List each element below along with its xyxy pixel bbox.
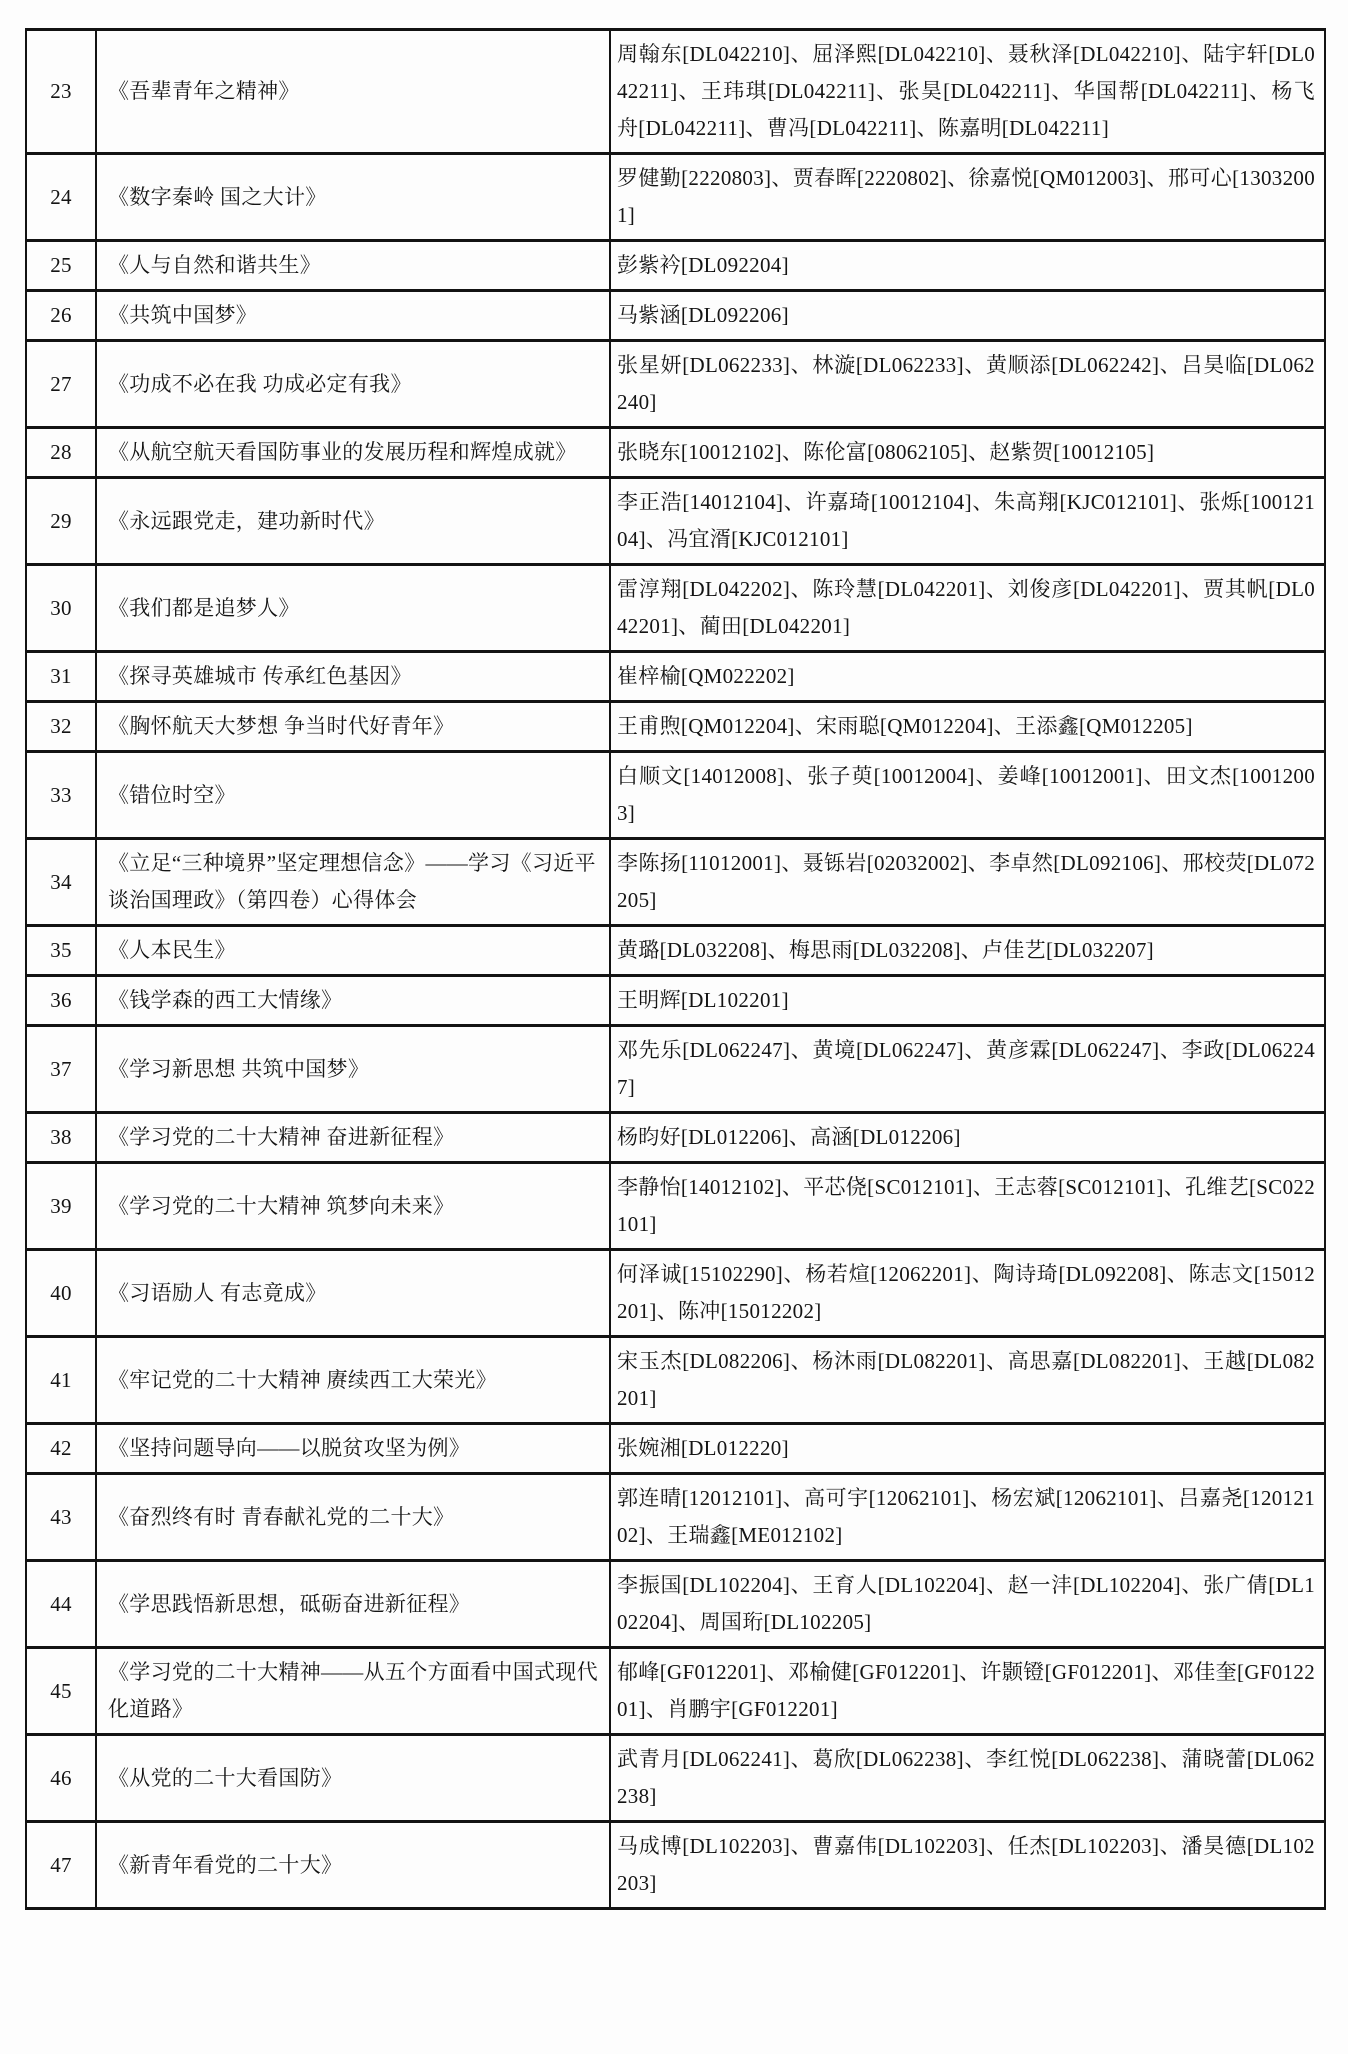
member-list: 郁峰[GF012201]、邓榆健[GF012201]、许颢镫[GF012201]、邓佳奎[GF012201]、肖鹏宇[GF012201] bbox=[610, 1648, 1325, 1735]
table-row bbox=[26, 1424, 1325, 1474]
member-list: 罗健勤[2220803]、贾春晖[2220802]、徐嘉悦[QM012003]、邢可心[13032001] bbox=[610, 154, 1325, 241]
table-row bbox=[26, 652, 1325, 702]
row-number: 33 bbox=[26, 752, 96, 839]
member-list: 黄璐[DL032208]、梅思雨[DL032208]、卢佳艺[DL032207] bbox=[610, 926, 1325, 976]
table-row bbox=[26, 478, 1325, 565]
work-title: 《学习新思想 共筑中国梦》 bbox=[96, 1026, 610, 1113]
work-title: 《学习党的二十大精神 筑梦向未来》 bbox=[96, 1163, 610, 1250]
member-list: 王明辉[DL102201] bbox=[610, 976, 1325, 1026]
row-number: 28 bbox=[26, 428, 96, 478]
work-title: 《学思践悟新思想，砥砺奋进新征程》 bbox=[96, 1561, 610, 1648]
member-list: 彭紫衿[DL092204] bbox=[610, 241, 1325, 291]
member-list: 李振国[DL102204]、王育人[DL102204]、赵一沣[DL102204]、张广倩[DL102204]、周国珩[DL102205] bbox=[610, 1561, 1325, 1648]
row-number: 26 bbox=[26, 291, 96, 341]
member-list: 张星妍[DL062233]、林漩[DL062233]、黄顺添[DL062242]、吕昊临[DL062240] bbox=[610, 341, 1325, 428]
work-title: 《牢记党的二十大精神 赓续西工大荣光》 bbox=[96, 1337, 610, 1424]
work-title: 《奋烈终有时 青春献礼党的二十大》 bbox=[96, 1474, 610, 1561]
row-number: 38 bbox=[26, 1113, 96, 1163]
row-number: 44 bbox=[26, 1561, 96, 1648]
row-number: 24 bbox=[26, 154, 96, 241]
table-row bbox=[26, 1648, 1325, 1735]
table-row bbox=[26, 1337, 1325, 1424]
member-list: 郭连晴[12012101]、高可宇[12062101]、杨宏斌[12062101]、吕嘉尧[12012102]、王瑞鑫[ME012102] bbox=[610, 1474, 1325, 1561]
work-title: 《功成不必在我 功成必定有我》 bbox=[96, 341, 610, 428]
member-list: 王甫煦[QM012204]、宋雨聪[QM012204]、王添鑫[QM012205] bbox=[610, 702, 1325, 752]
row-number: 27 bbox=[26, 341, 96, 428]
table-row bbox=[26, 30, 1325, 154]
table-row bbox=[26, 839, 1325, 926]
work-title: 《立足“三种境界”坚定理想信念》——学习《习近平谈治国理政》（第四卷）心得体会 bbox=[96, 839, 610, 926]
row-number: 30 bbox=[26, 565, 96, 652]
table-row bbox=[26, 291, 1325, 341]
work-title: 《习语励人 有志竟成》 bbox=[96, 1250, 610, 1337]
table-row bbox=[26, 241, 1325, 291]
table-row bbox=[26, 565, 1325, 652]
row-number: 39 bbox=[26, 1163, 96, 1250]
table-row bbox=[26, 154, 1325, 241]
work-title: 《我们都是追梦人》 bbox=[96, 565, 610, 652]
member-list: 杨昀好[DL012206]、高涵[DL012206] bbox=[610, 1113, 1325, 1163]
work-title: 《坚持问题导向——以脱贫攻坚为例》 bbox=[96, 1424, 610, 1474]
work-title: 《人与自然和谐共生》 bbox=[96, 241, 610, 291]
member-list: 何泽诚[15102290]、杨若煊[12062201]、陶诗琦[DL092208]、陈志文[15012201]、陈冲[15012202] bbox=[610, 1250, 1325, 1337]
work-title: 《学习党的二十大精神 奋进新征程》 bbox=[96, 1113, 610, 1163]
member-list: 李正浩[14012104]、许嘉琦[10012104]、朱高翔[KJC012101]、张烁[10012104]、冯宜湑[KJC012101] bbox=[610, 478, 1325, 565]
row-number: 23 bbox=[26, 30, 96, 154]
row-number: 31 bbox=[26, 652, 96, 702]
table-row bbox=[26, 341, 1325, 428]
row-number: 34 bbox=[26, 839, 96, 926]
table-row bbox=[26, 1250, 1325, 1337]
row-number: 47 bbox=[26, 1822, 96, 1909]
table-row bbox=[26, 752, 1325, 839]
member-list: 宋玉杰[DL082206]、杨沐雨[DL082201]、高思嘉[DL082201]、王越[DL082201] bbox=[610, 1337, 1325, 1424]
row-number: 42 bbox=[26, 1424, 96, 1474]
works-members-table bbox=[25, 28, 1326, 1910]
row-number: 35 bbox=[26, 926, 96, 976]
work-title: 《钱学森的西工大情缘》 bbox=[96, 976, 610, 1026]
row-number: 43 bbox=[26, 1474, 96, 1561]
row-number: 25 bbox=[26, 241, 96, 291]
row-number: 32 bbox=[26, 702, 96, 752]
member-list: 马紫涵[DL092206] bbox=[610, 291, 1325, 341]
member-list: 武青月[DL062241]、葛欣[DL062238]、李红悦[DL062238]、蒲晓蕾[DL062238] bbox=[610, 1735, 1325, 1822]
work-title: 《人本民生》 bbox=[96, 926, 610, 976]
table-row bbox=[26, 1163, 1325, 1250]
member-list: 崔梓榆[QM022202] bbox=[610, 652, 1325, 702]
row-number: 37 bbox=[26, 1026, 96, 1113]
table-row bbox=[26, 702, 1325, 752]
member-list: 周翰东[DL042210]、屈泽熙[DL042210]、聂秋泽[DL042210]、陆宇轩[DL042211]、王玮琪[DL042211]、张昊[DL042211]、华国帮[DL042211]、杨飞舟[DL042211]、曹冯[DL042211]、陈嘉明[DL042211] bbox=[610, 30, 1325, 154]
work-title: 《错位时空》 bbox=[96, 752, 610, 839]
work-title: 《从航空航天看国防事业的发展历程和辉煌成就》 bbox=[96, 428, 610, 478]
row-number: 36 bbox=[26, 976, 96, 1026]
row-number: 41 bbox=[26, 1337, 96, 1424]
row-number: 29 bbox=[26, 478, 96, 565]
member-list: 雷淳翔[DL042202]、陈玲慧[DL042201]、刘俊彦[DL042201]、贾其帆[DL042201]、蔺田[DL042201] bbox=[610, 565, 1325, 652]
work-title: 《从党的二十大看国防》 bbox=[96, 1735, 610, 1822]
table-row bbox=[26, 1026, 1325, 1113]
member-list: 邓先乐[DL062247]、黄境[DL062247]、黄彦霖[DL062247]、李政[DL062247] bbox=[610, 1026, 1325, 1113]
member-list: 张晓东[10012102]、陈伦富[08062105]、赵紫贺[10012105] bbox=[610, 428, 1325, 478]
member-list: 马成博[DL102203]、曹嘉伟[DL102203]、任杰[DL102203]、潘昊德[DL102203] bbox=[610, 1822, 1325, 1909]
member-list: 李静怡[14012102]、平芯侥[SC012101]、王志蓉[SC012101]、孔维艺[SC022101] bbox=[610, 1163, 1325, 1250]
row-number: 45 bbox=[26, 1648, 96, 1735]
member-list: 张婉湘[DL012220] bbox=[610, 1424, 1325, 1474]
work-title: 《探寻英雄城市 传承红色基因》 bbox=[96, 652, 610, 702]
member-list: 李陈扬[11012001]、聂铄岩[02032002]、李卓然[DL092106]、邢校荧[DL072205] bbox=[610, 839, 1325, 926]
table-row bbox=[26, 428, 1325, 478]
table-row bbox=[26, 976, 1325, 1026]
work-title: 《胸怀航天大梦想 争当时代好青年》 bbox=[96, 702, 610, 752]
table-row bbox=[26, 1561, 1325, 1648]
work-title: 《吾辈青年之精神》 bbox=[96, 30, 610, 154]
table-row bbox=[26, 1113, 1325, 1163]
table-row bbox=[26, 1822, 1325, 1909]
work-title: 《共筑中国梦》 bbox=[96, 291, 610, 341]
work-title: 《数字秦岭 国之大计》 bbox=[96, 154, 610, 241]
table-row bbox=[26, 1735, 1325, 1822]
table-row bbox=[26, 926, 1325, 976]
row-number: 40 bbox=[26, 1250, 96, 1337]
work-title: 《永远跟党走，建功新时代》 bbox=[96, 478, 610, 565]
work-title: 《新青年看党的二十大》 bbox=[96, 1822, 610, 1909]
member-list: 白顺文[14012008]、张子萸[10012004]、姜峰[10012001]、田文杰[10012003] bbox=[610, 752, 1325, 839]
work-title: 《学习党的二十大精神——从五个方面看中国式现代化道路》 bbox=[96, 1648, 610, 1735]
row-number: 46 bbox=[26, 1735, 96, 1822]
table-row bbox=[26, 1474, 1325, 1561]
